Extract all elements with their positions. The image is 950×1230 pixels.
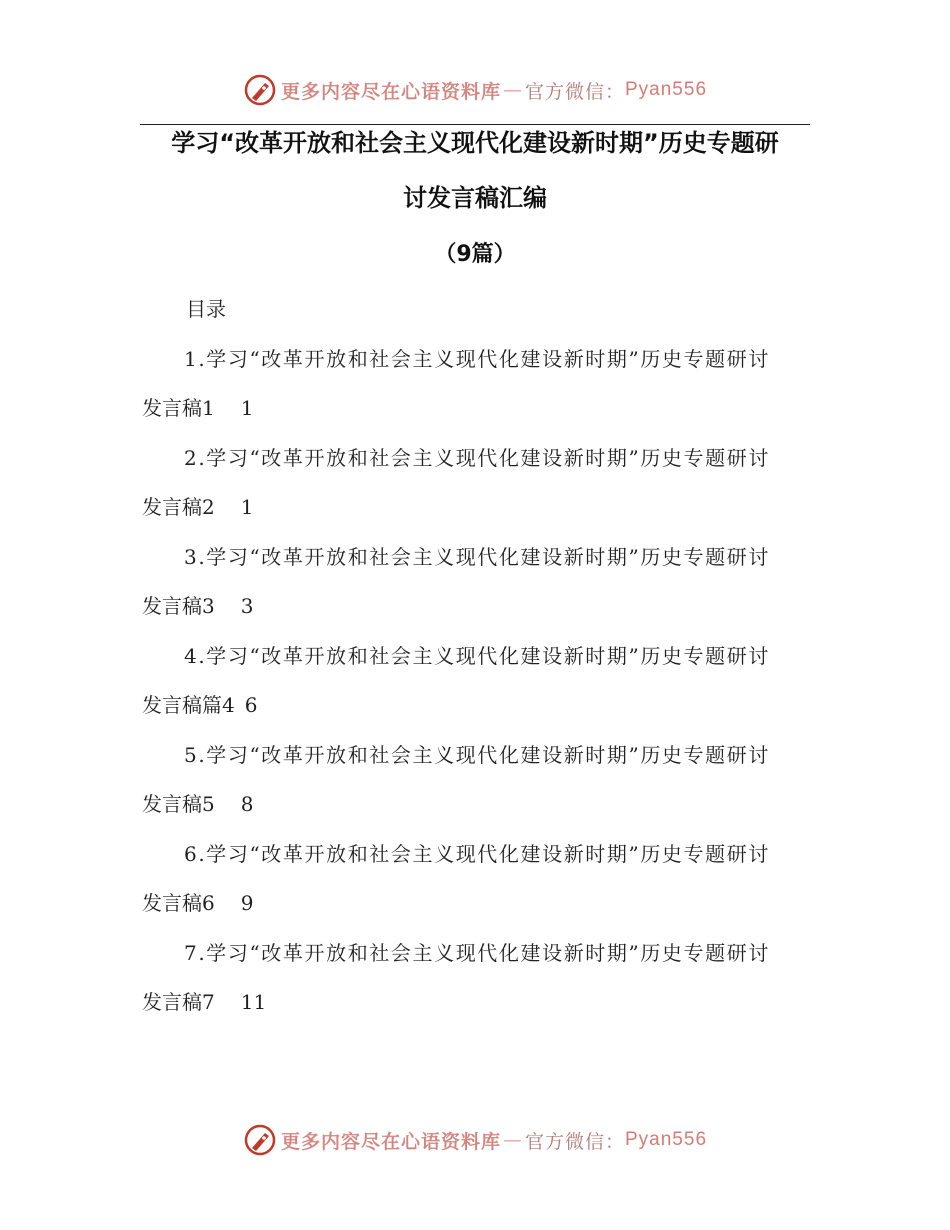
- toc-page-number: 3: [240, 594, 254, 618]
- toc-entry-1-line1[interactable]: 1.学习“改革开放和社会主义现代化建设新时期”历史专题研讨: [184, 347, 770, 371]
- toc-entry-4-line2[interactable]: [142, 690, 257, 720]
- toc-entry-label: 发言稿6: [142, 891, 215, 915]
- toc-entry-label: 发言稿2: [142, 495, 215, 519]
- toc-heading: 目录: [186, 297, 226, 321]
- promo-text: 更多内容尽在心语资料库: [280, 1130, 501, 1153]
- promo-dash: —: [502, 79, 523, 101]
- header-divider: [140, 124, 810, 125]
- official-wechat-label: 官方微信：: [524, 1130, 625, 1153]
- toc-entry-5-line2[interactable]: [142, 789, 253, 819]
- toc-entry-2-line1[interactable]: 2.学习“改革开放和社会主义现代化建设新时期”历史专题研讨: [184, 446, 770, 470]
- document-title-line2: 讨发言稿汇编: [403, 184, 547, 212]
- toc-page-number: 6: [244, 693, 258, 717]
- wechat-id: Pyan556: [625, 1129, 708, 1150]
- toc-entry-7-line1[interactable]: 7.学习“改革开放和社会主义现代化建设新时期”历史专题研讨: [184, 941, 770, 965]
- toc-entry-label: 发言稿7: [142, 990, 215, 1014]
- wechat-id: Pyan556: [625, 79, 708, 100]
- document-title-count: （9篇）: [434, 242, 516, 267]
- toc-page-number: 9: [240, 891, 254, 915]
- toc-page-number: 1: [240, 495, 254, 519]
- toc-entry-3-line2[interactable]: [142, 591, 253, 621]
- toc-entry-label: 发言稿1: [142, 396, 215, 420]
- toc-entry-4-line1[interactable]: 4.学习“改革开放和社会主义现代化建设新时期”历史专题研讨: [184, 644, 770, 668]
- toc-entry-5-line1[interactable]: 5.学习“改革开放和社会主义现代化建设新时期”历史专题研讨: [184, 743, 770, 767]
- toc-entry-7-line2[interactable]: [142, 987, 266, 1017]
- toc-entry-3-line1[interactable]: 3.学习“改革开放和社会主义现代化建设新时期”历史专题研讨: [184, 545, 770, 569]
- toc-entry-label: 发言稿篇4: [142, 693, 235, 717]
- toc-page-number: 11: [240, 990, 267, 1014]
- pen-nib-logo-icon: [243, 73, 277, 107]
- toc-entry-6-line2[interactable]: [142, 888, 253, 918]
- pen-nib-logo-icon: [243, 1123, 277, 1157]
- promo-text: 更多内容尽在心语资料库: [280, 80, 501, 103]
- document-title-line1: 学习“改革开放和社会主义现代化建设新时期”历史专题研: [171, 129, 779, 157]
- toc-entry-2-line2[interactable]: [142, 492, 253, 522]
- toc-entry-label: 发言稿3: [142, 594, 215, 618]
- footer-watermark-banner: [0, 1118, 950, 1162]
- header-watermark-banner: [0, 68, 950, 112]
- toc-entry-label: 发言稿5: [142, 792, 215, 816]
- official-wechat-label: 官方微信：: [524, 80, 625, 103]
- toc-entry-1-line2[interactable]: [142, 393, 253, 423]
- promo-dash: —: [502, 1129, 523, 1151]
- toc-entry-6-line1[interactable]: 6.学习“改革开放和社会主义现代化建设新时期”历史专题研讨: [184, 842, 770, 866]
- toc-page-number: 1: [240, 396, 254, 420]
- toc-page-number: 8: [240, 792, 254, 816]
